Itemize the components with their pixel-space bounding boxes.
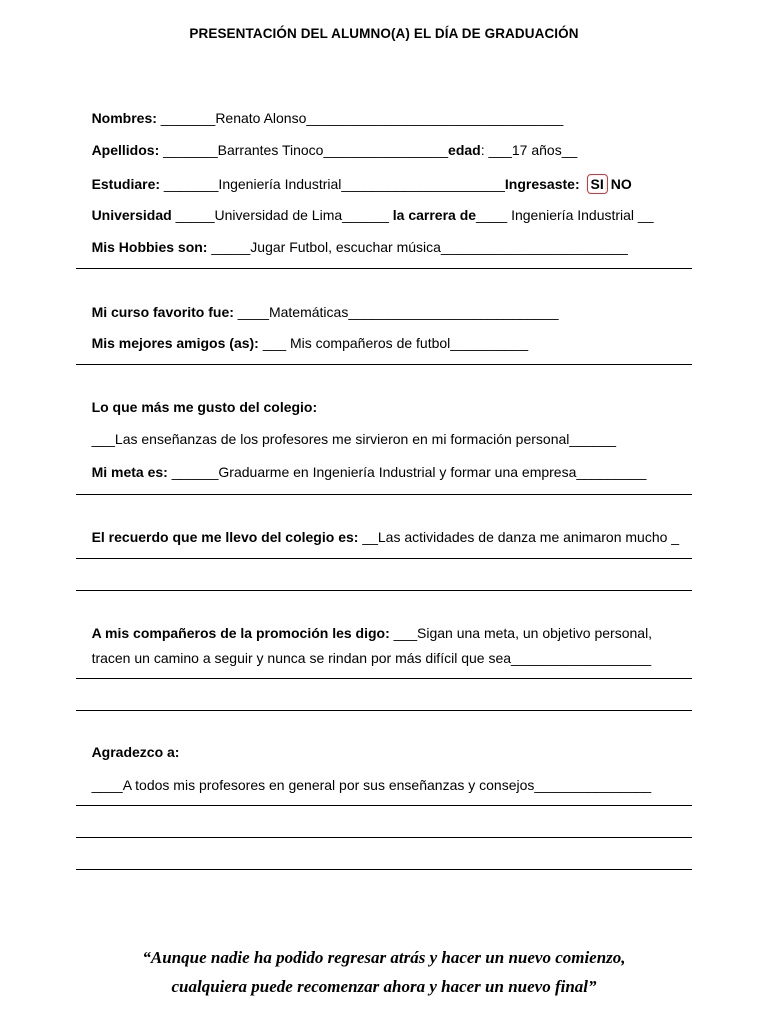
agradezco-value: ____A todos mis profesores en general por sus enseñanzas y consejos_______________ [91, 777, 652, 793]
amigos-label: Mis mejores amigos (as): [91, 335, 259, 351]
blank-rule [76, 558, 692, 559]
companeros-value: ___Sigan una meta, un objetivo personal, [389, 625, 653, 641]
quote-line-2: cualquiera puede recomenzar ahora y hacer un nuevo final” [171, 977, 597, 996]
quote-line-1: “Aunque nadie ha podido regresar atrás y hacer un nuevo comienzo, [142, 948, 626, 967]
recuerdo-label: El recuerdo que me llevo del colegio es: [91, 529, 359, 545]
ingresaste-si-circled: SI [587, 174, 608, 194]
gusto-value: ___Las enseñanzas de los profesores me sirvieron en mi formación personal______ [91, 431, 617, 447]
recuerdo-line [76, 510, 679, 564]
closing-quote [0, 943, 768, 1001]
nombres-label: Nombres: [91, 110, 157, 126]
page-title: PRESENTACIÓN DEL ALUMNO(A) EL DÍA DE GRADUACIÓN [189, 26, 579, 41]
hobbies-line [76, 220, 628, 274]
blank-rule [76, 678, 692, 679]
blank-rule [76, 869, 692, 870]
blank-rule [76, 710, 692, 711]
universidad-label: Universidad [91, 207, 172, 223]
carrera-value: ____ Ingeniería Industrial __ [476, 207, 654, 223]
curso-label: Mi curso favorito fue: [91, 304, 234, 320]
agradezco-value-line [76, 758, 651, 812]
hobbies-value: _____Jugar Futbol, escuchar música________________________ [207, 239, 628, 255]
nombres-value: _______Renato Alonso_________________________________ [156, 110, 564, 126]
blank-rule [76, 805, 692, 806]
universidad-value: _____Universidad de Lima______ [171, 207, 393, 223]
meta-value: ______Graduarme en Ingeniería Industrial y formar una empresa_________ [167, 464, 647, 480]
agradezco-label: Agradezco a: [91, 744, 180, 760]
hobbies-label: Mis Hobbies son: [91, 239, 208, 255]
companeros-value-2: tracen un camino a seguir y nunca se rindan por más difícil que sea__________________ [91, 650, 652, 666]
apellidos-value: _______Barrantes Tinoco________________ [159, 142, 449, 158]
gusto-label: Lo que más me gusto del colegio: [91, 399, 318, 415]
edad-label: edad [448, 142, 481, 158]
estudiare-value: _______Ingeniería Industrial_____________________ [160, 176, 505, 192]
ingresaste-label: Ingresaste: [504, 176, 580, 192]
blank-rule [76, 837, 692, 838]
companeros-line-2 [76, 631, 651, 685]
blank-rule [76, 590, 692, 591]
amigos-value: ___ Mis compañeros de futbol__________ [258, 335, 529, 351]
edad-value: : ___17 años__ [480, 142, 578, 158]
amigos-line [76, 316, 528, 370]
estudiare-label: Estudiare: [91, 176, 161, 192]
apellidos-label: Apellidos: [91, 142, 160, 158]
recuerdo-value: __Las actividades de danza me animaron mucho _ [358, 529, 680, 545]
meta-line [76, 445, 646, 499]
ingresaste-no: NO [610, 176, 632, 192]
curso-value: ____Matemáticas___________________________ [233, 304, 559, 320]
blank-rule [76, 494, 692, 495]
carrera-label: la carrera de [392, 207, 477, 223]
meta-label: Mi meta es: [91, 464, 168, 480]
blank-rule [76, 364, 692, 365]
companeros-label: A mis compañeros de la promoción les digo: [91, 625, 390, 641]
blank-rule [76, 268, 692, 269]
